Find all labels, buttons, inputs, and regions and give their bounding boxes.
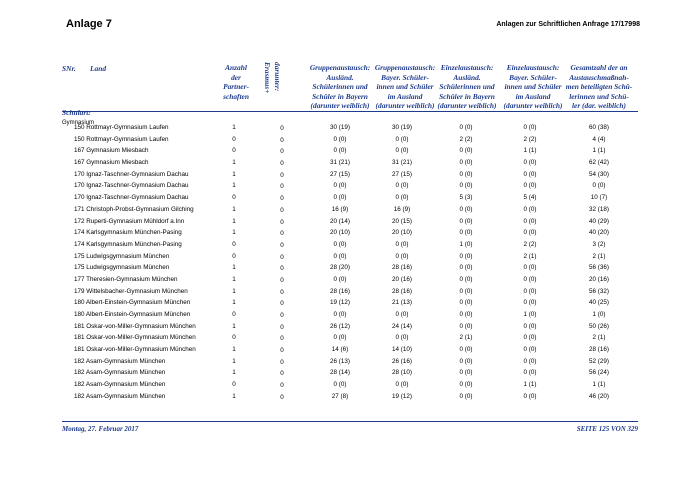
school-name: 179 Wittelsbacher-Gymnasium München	[74, 287, 188, 295]
column-header-single-bavarian: Einzelaustausch: Bayer. Schüler- innen und Schüler im Ausland (darunter weiblich)	[503, 63, 563, 110]
partnerships-count: 1	[232, 369, 236, 377]
single-foreign-value: 0 (0)	[459, 205, 473, 213]
group-bavarian-value: 0 (0)	[395, 240, 409, 248]
partnerships-count: 1	[232, 322, 236, 330]
total-value: 28 (16)	[589, 346, 609, 354]
total-value: 56 (32)	[589, 287, 609, 295]
total-value: 1 (0)	[592, 311, 606, 318]
total-value: 4 (4)	[592, 135, 606, 143]
group-bavarian-value: 26 (16)	[392, 357, 412, 365]
group-bavarian-value: 20 (16)	[392, 275, 412, 283]
table-row	[0, 180, 700, 192]
group-foreign-value: 26 (13)	[330, 357, 350, 365]
partnerships-count: 1	[232, 392, 236, 400]
single-bavarian-value: 0 (0)	[523, 124, 537, 131]
footer-page-number: SEITE 125 VON 329	[576, 425, 638, 433]
single-bavarian-value: 0 (0)	[523, 264, 537, 272]
group-foreign-value: 19 (12)	[330, 299, 350, 307]
table-row	[0, 227, 700, 239]
group-bavarian-value: 27 (15)	[392, 170, 412, 178]
schulart-label-text: Schulart:	[62, 107, 91, 117]
table-row	[0, 251, 700, 263]
total-value: 20 (16)	[589, 275, 609, 283]
single-bavarian-value: 0 (0)	[523, 392, 537, 400]
school-name: 180 Albert-Einstein-Gymnasium München	[74, 299, 191, 307]
group-bavarian-value: 0 (0)	[395, 334, 409, 342]
single-foreign-value: 0 (0)	[459, 381, 473, 389]
erasmus-count: 0	[280, 288, 284, 296]
single-bavarian-value: 0 (0)	[523, 334, 537, 342]
partnerships-count: 1	[232, 264, 236, 272]
group-foreign-value: 20 (10)	[330, 229, 350, 237]
single-bavarian-value: 0 (0)	[523, 159, 537, 167]
single-foreign-value: 0 (0)	[459, 322, 473, 330]
erasmus-count: 0	[280, 393, 284, 401]
table-row	[0, 286, 700, 298]
partnerships-count: 0	[232, 147, 236, 155]
erasmus-count: 0	[280, 171, 284, 179]
table-row	[0, 309, 700, 321]
single-foreign-value: 2 (2)	[459, 135, 473, 143]
school-name: 181 Oskar-von-Miller-Gymnasium München	[74, 334, 196, 342]
single-bavarian-value: 1 (1)	[523, 381, 537, 389]
erasmus-count: 0	[280, 323, 284, 331]
group-bavarian-value: 0 (0)	[395, 194, 409, 202]
group-bavarian-value: 28 (10)	[392, 369, 412, 377]
erasmus-count: 0	[280, 206, 284, 214]
school-name: 170 Ignaz-Taschner-Gymnasium Dachau	[74, 182, 189, 190]
school-name: 150 Rottmayr-Gymnasium Laufen	[74, 135, 169, 143]
partnerships-count: 0	[232, 334, 236, 342]
column-header-land: Land	[90, 64, 107, 73]
single-foreign-value: 0 (0)	[459, 299, 473, 307]
total-value: 52 (29)	[589, 357, 609, 365]
total-value: 56 (24)	[589, 369, 609, 377]
group-bavarian-value: 0 (0)	[395, 182, 409, 190]
group-bavarian-value: 20 (15)	[392, 217, 412, 225]
column-header-erasmus	[263, 62, 282, 106]
group-foreign-value: 31 (21)	[330, 159, 350, 167]
group-bavarian-value: 31 (21)	[392, 159, 412, 167]
erasmus-count: 0	[280, 370, 284, 378]
single-foreign-value: 1 (0)	[459, 240, 473, 248]
group-bavarian-value: 16 (9)	[393, 205, 411, 213]
total-value: 1 (1)	[592, 147, 606, 155]
total-value: 40 (20)	[589, 229, 609, 237]
group-foreign-value: 0 (0)	[333, 147, 347, 155]
single-bavarian-value: 0 (0)	[523, 346, 537, 354]
partnerships-count: 1	[232, 170, 236, 178]
table-row	[0, 169, 700, 181]
single-bavarian-value: 0 (0)	[523, 299, 537, 307]
group-foreign-value: 0 (0)	[333, 182, 347, 190]
single-foreign-value: 0 (0)	[459, 229, 473, 237]
group-bavarian-value: 20 (10)	[392, 229, 412, 237]
total-value: 46 (20)	[589, 392, 609, 400]
group-foreign-value: 28 (20)	[330, 264, 350, 272]
erasmus-count: 0	[280, 241, 284, 249]
single-bavarian-value: 0 (0)	[523, 369, 537, 377]
partnerships-count: 0	[232, 311, 236, 318]
group-foreign-value: 0 (0)	[333, 252, 347, 260]
single-foreign-value: 0 (0)	[459, 252, 473, 260]
partnerships-count: 1	[232, 217, 236, 225]
group-foreign-value: 14 (6)	[331, 346, 349, 354]
erasmus-count: 0	[280, 148, 284, 156]
total-value: 2 (1)	[592, 334, 606, 342]
partnerships-count: 1	[232, 124, 236, 131]
group-bavarian-value: 0 (0)	[395, 147, 409, 155]
single-foreign-value: 0 (0)	[459, 217, 473, 225]
erasmus-count: 0	[280, 265, 284, 273]
group-foreign-value: 0 (0)	[333, 240, 347, 248]
partnerships-count: 1	[232, 357, 236, 365]
group-bavarian-value: 21 (13)	[392, 299, 412, 307]
total-value: 10 (7)	[590, 194, 608, 202]
group-foreign-value: 26 (12)	[330, 322, 350, 330]
group-bavarian-value: 0 (0)	[395, 381, 409, 389]
single-foreign-value: 0 (0)	[459, 159, 473, 167]
total-value: 40 (25)	[589, 299, 609, 307]
single-bavarian-value: 0 (0)	[523, 205, 537, 213]
total-value: 50 (26)	[589, 322, 609, 330]
erasmus-count: 0	[280, 300, 284, 308]
school-name: 174 Karlsgymnasium München-Pasing	[74, 240, 182, 248]
total-value: 56 (36)	[589, 264, 609, 272]
single-bavarian-value: 0 (0)	[523, 322, 537, 330]
group-bavarian-value: 0 (0)	[395, 252, 409, 260]
single-foreign-value: 2 (1)	[459, 334, 473, 342]
column-header-group-bavarian: Gruppenaustausch: Bayer. Schüler- innen und Schüler im Ausland (darunter weiblich)	[374, 63, 436, 110]
single-bavarian-value: 2 (2)	[523, 135, 537, 143]
group-bavarian-value: 28 (16)	[392, 287, 412, 295]
single-bavarian-value: 0 (0)	[523, 182, 537, 190]
single-foreign-value: 0 (0)	[459, 182, 473, 190]
school-name: 170 Ignaz-Taschner-Gymnasium Dachau	[74, 170, 189, 178]
erasmus-count: 0	[280, 312, 284, 319]
single-foreign-value: 0 (0)	[459, 275, 473, 283]
table-row	[0, 239, 700, 251]
group-foreign-value: 30 (19)	[330, 124, 350, 131]
erasmus-count: 0	[280, 358, 284, 366]
group-foreign-value: 27 (15)	[330, 170, 350, 178]
single-bavarian-value: 0 (0)	[523, 229, 537, 237]
partnerships-count: 1	[232, 182, 236, 190]
table-row	[0, 274, 700, 286]
table-row	[0, 122, 700, 134]
table-row	[0, 262, 700, 274]
single-bavarian-value: 0 (0)	[523, 275, 537, 283]
table-row	[0, 145, 700, 157]
school-name: 174 Karlsgymnasium München-Pasing	[74, 229, 182, 237]
partnerships-count: 1	[232, 159, 236, 167]
single-foreign-value: 0 (0)	[459, 346, 473, 354]
erasmus-count: 0	[280, 195, 284, 203]
single-bavarian-value: 0 (0)	[523, 357, 537, 365]
group-foreign-value: 20 (14)	[330, 217, 350, 225]
partnerships-count: 0	[232, 135, 236, 143]
footer-divider	[62, 421, 638, 422]
school-name: 182 Asam-Gymnasium München	[74, 381, 166, 389]
school-name: 181 Oskar-von-Miller-Gymnasium München	[74, 346, 196, 354]
group-foreign-value: 0 (0)	[333, 381, 347, 389]
column-header-erasmus-text: darunter: Erasmus+	[263, 62, 282, 94]
erasmus-count: 0	[280, 347, 284, 355]
school-name: 182 Asam-Gymnasium München	[74, 392, 166, 400]
single-foreign-value: 0 (0)	[459, 357, 473, 365]
school-name: 167 Gymnasium Miesbach	[74, 159, 149, 167]
column-header-group-foreign: Gruppenaustausch: Ausländ. Schülerinnen und Schüler in Bayern (darunter weiblich)	[309, 63, 371, 110]
partnerships-count: 0	[232, 194, 236, 202]
partnerships-count: 1	[232, 299, 236, 307]
total-value: 60 (38)	[589, 124, 609, 131]
school-name: 175 Ludwigsgymnasium München	[74, 264, 170, 272]
single-foreign-value: 0 (0)	[459, 311, 473, 318]
erasmus-count: 0	[280, 253, 284, 261]
schulart-value: Gymnasium	[62, 120, 95, 126]
total-value: 40 (29)	[589, 217, 609, 225]
single-bavarian-value: 2 (1)	[523, 252, 537, 260]
document-title: Anlage 7	[66, 18, 112, 30]
group-foreign-value: 0 (0)	[333, 135, 347, 143]
group-bavarian-value: 14 (10)	[392, 346, 412, 354]
erasmus-count: 0	[280, 136, 284, 144]
erasmus-count: 0	[280, 276, 284, 284]
single-foreign-value: 0 (0)	[459, 264, 473, 272]
single-bavarian-value: 1 (1)	[523, 147, 537, 155]
column-header-total: Gesamtzahl der an Austauschmaßnah- men beteiligten Schü- lerinnen und Schü- ler (dar. weiblich)	[565, 63, 633, 110]
partnerships-count: 0	[232, 252, 236, 260]
table-row	[0, 391, 700, 403]
erasmus-count: 0	[280, 382, 284, 390]
table-row	[0, 379, 700, 391]
single-foreign-value: 0 (0)	[459, 369, 473, 377]
school-name: 181 Oskar-von-Miller-Gymnasium München	[74, 322, 196, 330]
column-header-anzahl: Anzahl der Partner- schaften	[223, 63, 249, 101]
group-bavarian-value: 0 (0)	[395, 135, 409, 143]
table-row	[0, 297, 700, 309]
partnerships-count: 1	[232, 346, 236, 354]
table-row	[0, 344, 700, 356]
single-foreign-value: 0 (0)	[459, 392, 473, 400]
single-foreign-value: 5 (3)	[459, 194, 473, 202]
single-bavarian-value: 0 (0)	[523, 170, 537, 178]
school-name: 150 Rottmayr-Gymnasium Laufen	[74, 124, 169, 131]
school-name: 171 Christoph-Probst-Gymnasium Gilching	[74, 205, 194, 213]
group-foreign-value: 28 (16)	[330, 287, 350, 295]
data-table	[0, 122, 700, 403]
footer-date: Montag, 27. Februar 2017	[62, 425, 139, 433]
erasmus-count: 0	[280, 183, 284, 191]
group-foreign-value: 16 (9)	[331, 205, 349, 213]
partnerships-count: 1	[232, 275, 236, 283]
single-bavarian-value: 0 (0)	[523, 217, 537, 225]
partnerships-count: 0	[232, 381, 236, 389]
single-bavarian-value: 2 (2)	[523, 240, 537, 248]
group-foreign-value: 0 (0)	[333, 334, 347, 342]
total-value: 32 (18)	[589, 205, 609, 213]
group-foreign-value: 0 (0)	[333, 311, 347, 318]
erasmus-count: 0	[280, 230, 284, 238]
partnerships-count: 1	[232, 205, 236, 213]
group-bavarian-value: 0 (0)	[395, 311, 409, 318]
erasmus-count: 0	[280, 125, 284, 132]
single-foreign-value: 0 (0)	[459, 170, 473, 178]
table-row	[0, 216, 700, 228]
single-bavarian-value: 0 (0)	[523, 287, 537, 295]
single-foreign-value: 0 (0)	[459, 147, 473, 155]
table-row	[0, 192, 700, 204]
group-bavarian-value: 24 (14)	[392, 322, 412, 330]
single-foreign-value: 0 (0)	[459, 124, 473, 131]
single-foreign-value: 0 (0)	[459, 287, 473, 295]
column-header-snr: SNr.	[62, 64, 76, 73]
partnerships-count: 1	[232, 287, 236, 295]
total-value: 1 (1)	[592, 381, 606, 389]
school-name: 177 Theresien-Gymnasium München	[74, 275, 178, 283]
single-bavarian-value: 1 (0)	[523, 311, 537, 318]
total-value: 2 (1)	[592, 252, 606, 260]
school-name: 170 Ignaz-Taschner-Gymnasium Dachau	[74, 194, 189, 202]
partnerships-count: 1	[232, 229, 236, 237]
school-name: 182 Asam-Gymnasium München	[74, 369, 166, 377]
erasmus-count: 0	[280, 218, 284, 226]
document-subtitle: Anlagen zur Schriftlichen Anfrage 17/17998	[496, 21, 640, 28]
school-name: 182 Asam-Gymnasium München	[74, 357, 166, 365]
school-name: 180 Albert-Einstein-Gymnasium München	[74, 311, 191, 318]
school-name: 175 Ludwigsgymnasium München	[74, 252, 170, 260]
column-header-single-foreign: Einzelaustausch: Ausländ. Schülerinnen und Schüler in Bayern (darunter weiblich)	[437, 63, 497, 110]
group-bavarian-value: 19 (12)	[392, 392, 412, 400]
table-row	[0, 321, 700, 333]
partnerships-count: 0	[232, 240, 236, 248]
school-name: 167 Gymnasium Miesbach	[74, 147, 149, 155]
group-foreign-value: 0 (0)	[333, 194, 347, 202]
total-value: 62 (42)	[589, 159, 609, 167]
school-name: 172 Ruperti-Gymnasium Mühldorf a.Inn	[74, 217, 185, 225]
total-value: 54 (30)	[589, 170, 609, 178]
table-row	[0, 134, 700, 146]
table-row	[0, 367, 700, 379]
table-row	[0, 157, 700, 169]
group-foreign-value: 0 (0)	[333, 275, 347, 283]
total-value: 0 (0)	[592, 182, 606, 190]
table-row	[0, 356, 700, 368]
group-bavarian-value: 28 (16)	[392, 264, 412, 272]
erasmus-count: 0	[280, 160, 284, 168]
group-bavarian-value: 30 (19)	[392, 124, 412, 131]
total-value: 3 (2)	[592, 240, 606, 248]
table-row	[0, 204, 700, 216]
header-divider	[62, 111, 638, 112]
group-foreign-value: 28 (14)	[330, 369, 350, 377]
erasmus-count: 0	[280, 335, 284, 343]
single-bavarian-value: 5 (4)	[523, 194, 537, 202]
group-foreign-value: 27 (8)	[331, 392, 349, 400]
table-row	[0, 332, 700, 344]
